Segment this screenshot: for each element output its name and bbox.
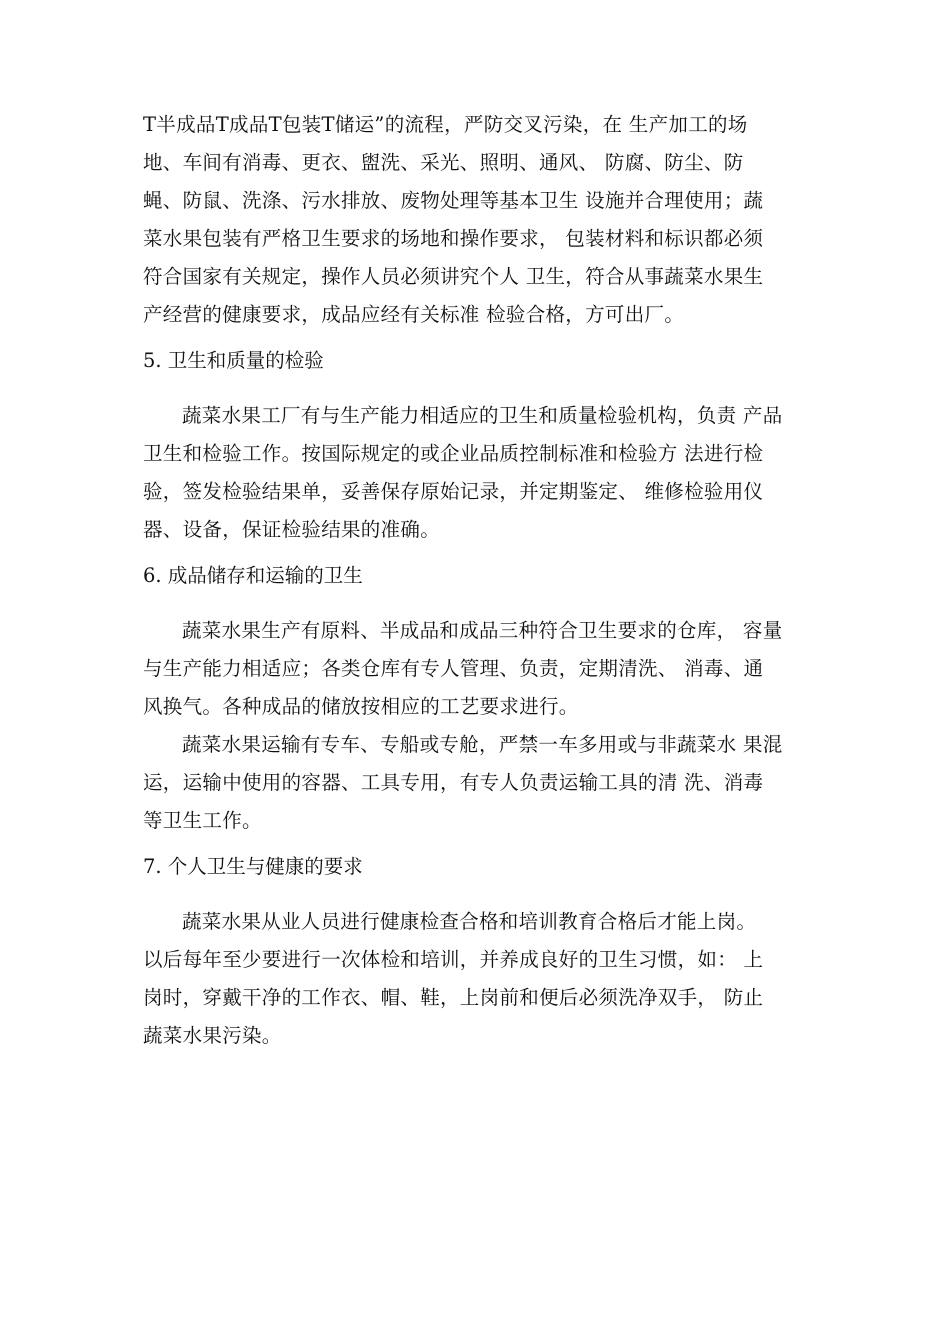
text-line: 运，运输中使用的容器、工具专用，有专人负责运输工具的清 洗、消毒 xyxy=(143,771,764,794)
intro-paragraph xyxy=(143,106,833,334)
text-line: 蔬菜水果工厂有与生产能力相适应的卫生和质量检验机构，负责 产品 xyxy=(182,404,783,427)
section-5-paragraph xyxy=(143,397,833,549)
document-body xyxy=(143,106,833,1055)
section-6-paragraph-storage xyxy=(143,612,833,726)
text-line: 符合国家有关规定，操作人员必须讲究个人 卫生，符合从事蔬菜水果生 xyxy=(143,265,764,288)
text-line: 蔬菜水果运输有专车、专船或专舱，严禁一车多用或与非蔬菜水 果混 xyxy=(182,733,783,756)
text-line: 以后每年至少要进行一次体检和培训，并养成良好的卫生习惯，如： 上 xyxy=(143,948,764,971)
section-7-paragraph xyxy=(143,903,833,1055)
text-line: 等卫生工作。 xyxy=(143,809,262,832)
section-7-heading: 7. 个人卫生与健康的要求 xyxy=(143,855,363,878)
text-line: 蝇、防鼠、洗涤、污水排放、废物处理等基本卫生 设施并合理使用；蔬 xyxy=(143,189,764,212)
section-6-paragraph-transport xyxy=(143,726,833,840)
text-line: 器、设备，保证检验结果的准确。 xyxy=(143,518,441,541)
text-line: 产经营的健康要求，成品应经有关标准 检验合格，方可出厂。 xyxy=(143,303,685,326)
text-line: 蔬菜水果从业人员进行健康检查合格和培训教育合格后才能上岗。 xyxy=(182,910,757,933)
text-line: 蔬菜水果生产有原料、半成品和成品三种符合卫生要求的仓库， 容量 xyxy=(182,619,783,642)
text-line: 地、车间有消毒、更衣、盥洗、采光、照明、通风、 防腐、防尘、防 xyxy=(143,151,744,174)
text-line: 岗时，穿戴干净的工作衣、帽、鞋，上岗前和便后必须洗净双手， 防止 xyxy=(143,986,764,1009)
text-line: 风换气。各种成品的储放按相应的工艺要求进行。 xyxy=(143,695,579,718)
text-line: 菜水果包装有严格卫生要求的场地和操作要求， 包装材料和标识都必须 xyxy=(143,227,764,250)
section-5-heading: 5. 卫生和质量的检验 xyxy=(143,349,324,372)
section-6-heading: 6. 成品储存和运输的卫生 xyxy=(143,564,363,587)
text-line: 与生产能力相适应；各类仓库有专人管理、负责，定期清洗、 消毒、通 xyxy=(143,657,764,680)
text-line: 卫生和检验工作。按国际规定的或企业品质控制标准和检验方 法进行检 xyxy=(143,442,764,465)
text-line: T半成品T成品T包装T储运”的流程，严防交叉污染，在 生产加工的场 xyxy=(143,113,748,136)
text-line: 验，签发检验结果单，妥善保存原始记录，并定期鉴定、 维修检验用仪 xyxy=(143,480,764,503)
text-line: 蔬菜水果污染。 xyxy=(143,1024,282,1047)
